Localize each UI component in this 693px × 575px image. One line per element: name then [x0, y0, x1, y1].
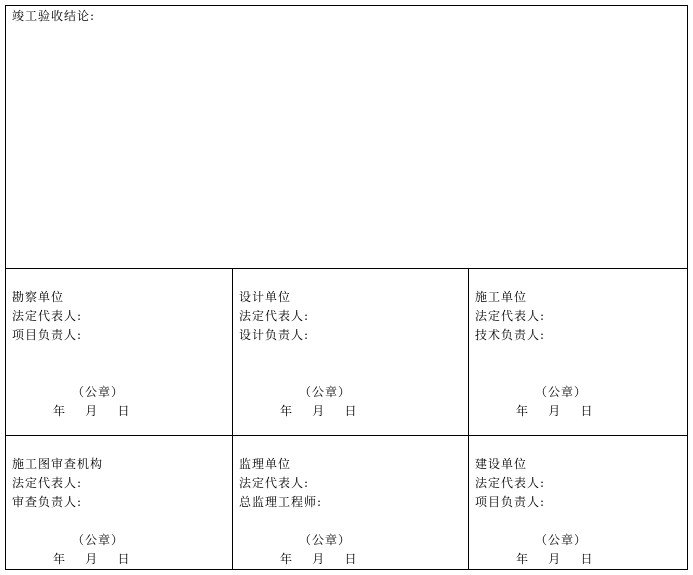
form-frame — [5, 5, 688, 570]
date-label: 年 月 日 — [280, 404, 358, 418]
unit-name: 建设单位 — [475, 457, 528, 471]
legal-rep-label: 法定代表人: — [12, 476, 83, 490]
date-label: 年 月 日 — [516, 404, 594, 418]
legal-rep-label: 法定代表人: — [239, 476, 310, 490]
date-label: 年 月 日 — [53, 552, 131, 566]
responsible-label: 设计负责人: — [239, 328, 310, 342]
unit-name: 监理单位 — [239, 457, 292, 471]
seal-label: （公章） — [72, 533, 125, 547]
seal-label: （公章） — [72, 385, 125, 399]
unit-name: 施工单位 — [475, 290, 528, 304]
responsible-label: 项目负责人: — [475, 495, 546, 509]
seal-label: （公章） — [299, 385, 352, 399]
seal-label: （公章） — [299, 533, 352, 547]
date-label: 年 月 日 — [516, 552, 594, 566]
row-divider-1 — [5, 268, 688, 269]
seal-label: （公章） — [535, 533, 588, 547]
col-divider-2 — [468, 268, 469, 570]
legal-rep-label: 法定代表人: — [239, 309, 310, 323]
col-divider-1 — [232, 268, 233, 570]
conclusion-label: 竣工验收结论: — [12, 9, 96, 23]
date-label: 年 月 日 — [53, 404, 131, 418]
unit-name: 设计单位 — [239, 290, 292, 304]
responsible-label: 技术负责人: — [475, 328, 546, 342]
legal-rep-label: 法定代表人: — [475, 309, 546, 323]
seal-label: （公章） — [535, 385, 588, 399]
row-divider-2 — [5, 435, 688, 436]
unit-name: 勘察单位 — [12, 290, 65, 304]
responsible-label: 项目负责人: — [12, 328, 83, 342]
responsible-label: 审查负责人: — [12, 495, 83, 509]
legal-rep-label: 法定代表人: — [12, 309, 83, 323]
date-label: 年 月 日 — [280, 552, 358, 566]
unit-name: 施工图审查机构 — [12, 457, 104, 471]
responsible-label: 总监理工程师: — [239, 495, 323, 509]
legal-rep-label: 法定代表人: — [475, 476, 546, 490]
